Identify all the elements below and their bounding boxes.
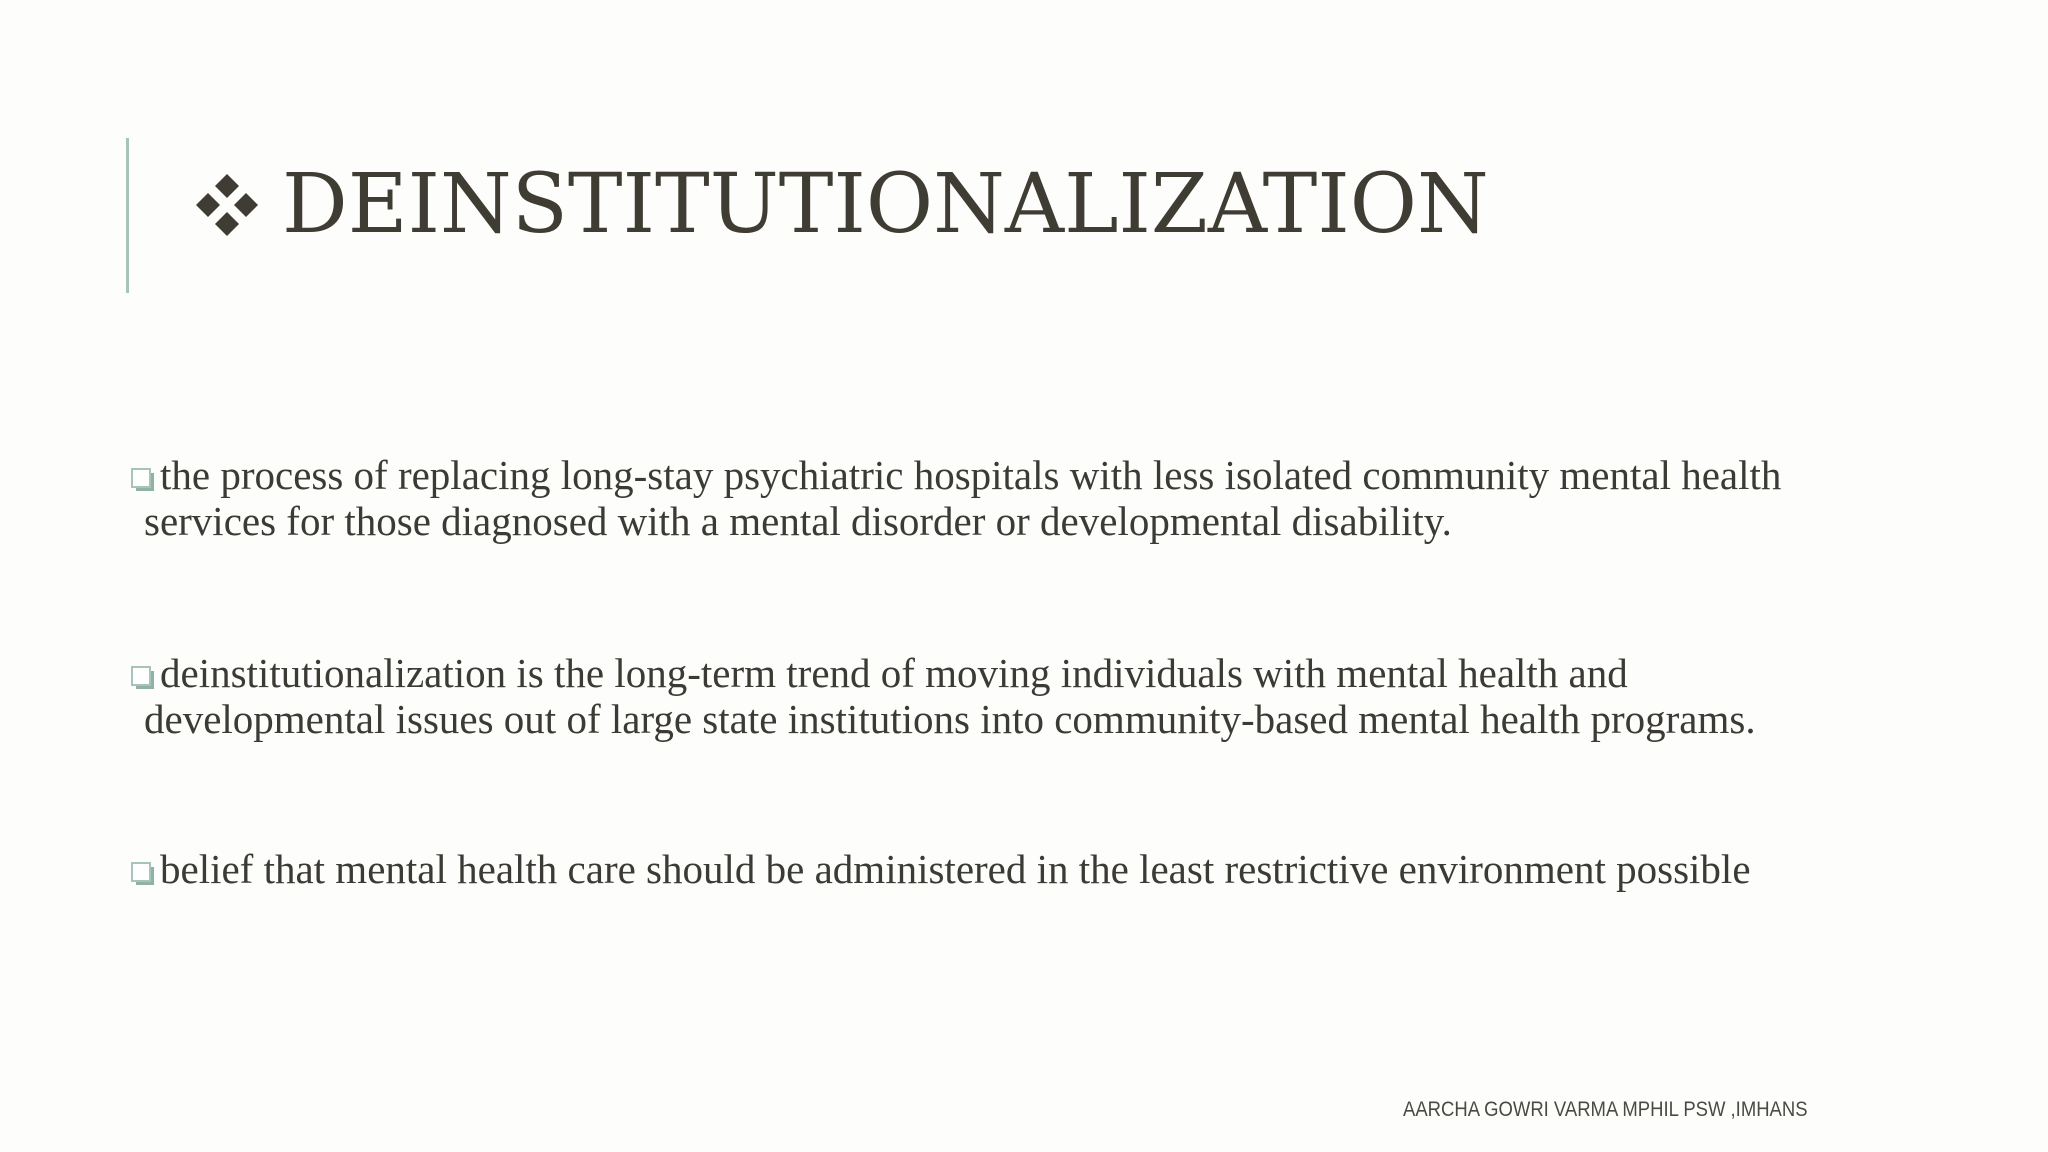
hollow-square-icon — [130, 665, 154, 689]
title-accent-bar — [126, 138, 129, 293]
bullet-item — [130, 452, 1920, 544]
slide-title-text: DEINSTITUTIONALIZATION — [282, 157, 1489, 252]
bullet-text-line: developmental issues out of large state institutions into community-based mental health programs. — [144, 696, 1756, 742]
bullet-text-line: belief that mental health care should be administered in the least restrictive environment possible — [160, 846, 1751, 892]
bullet-item — [130, 846, 1920, 892]
slide-title — [192, 150, 1489, 260]
bullet-text-line: services for those diagnosed with a mental disorder or developmental disability. — [144, 498, 1452, 544]
hollow-square-icon — [130, 861, 154, 885]
slide-footer: AARCHA GOWRI VARMA MPHIL PSW ,IMHANS — [1403, 1098, 1808, 1121]
bullet-item — [130, 650, 1920, 742]
bullet-text-line: the process of replacing long-stay psychiatric hospitals with less isolated community mental health — [160, 452, 1782, 498]
hollow-square-icon — [130, 467, 154, 491]
four-diamond-icon — [192, 170, 262, 240]
bullet-text-line: deinstitutionalization is the long-term trend of moving individuals with mental health and — [160, 650, 1628, 696]
